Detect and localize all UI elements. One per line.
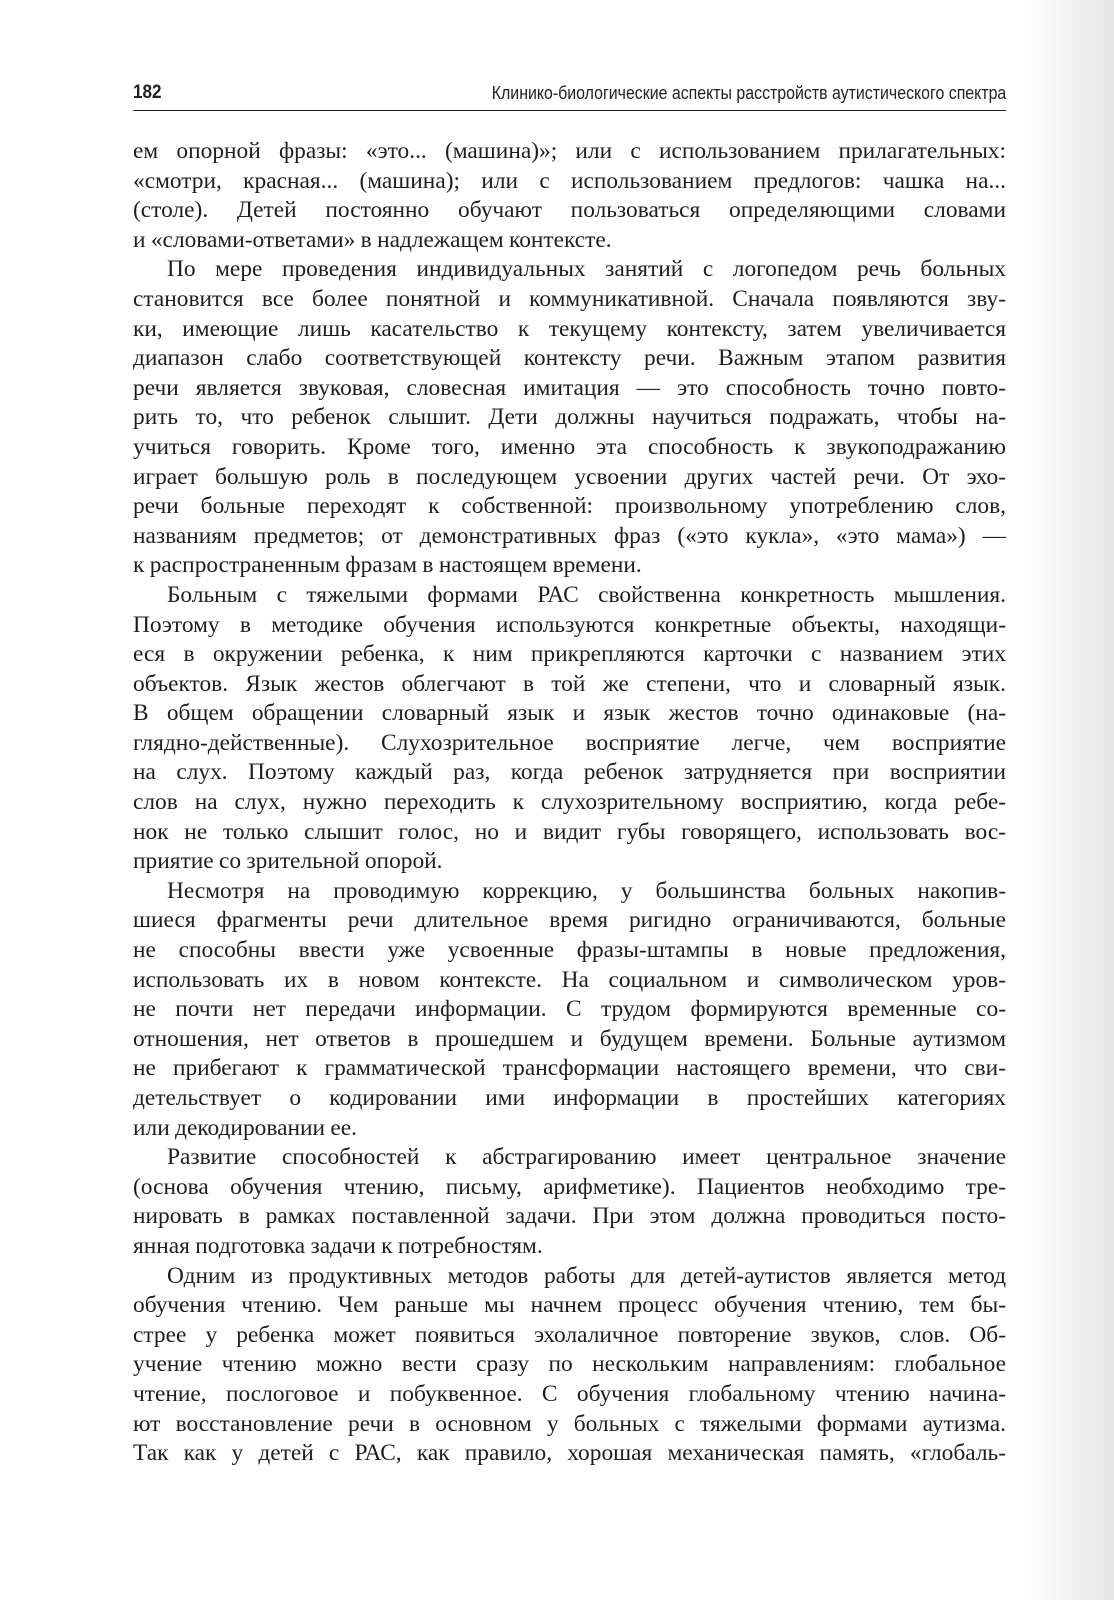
text-line: играет большую роль в последующем усвоении других частей речи. От эхо-	[133, 463, 1006, 490]
text-line: слов на слух, нужно переходить к слухозрительному восприятию, когда ребе-	[133, 789, 1006, 816]
page-header	[133, 82, 1006, 111]
text-line: В общем обращении словарный язык и язык жестов точно одинаковые (на-	[133, 700, 1006, 727]
text-line: приятие со зрительной опорой.	[133, 848, 443, 875]
text-line: к распространенным фразам в настоящем времени.	[133, 552, 642, 579]
text-line: названиям предметов; от демонстративных фраз («это кукла», «это мама») —	[133, 522, 1006, 549]
paragraph	[133, 877, 1006, 1143]
text-line: учение чтению можно вести сразу по нескольким направлениям: глобальное	[133, 1351, 1006, 1378]
text-line: стрее у ребенка может появиться эхолаличное повторение звуков, слов. Об-	[133, 1321, 1006, 1348]
text-line: еся в окружении ребенка, к ним прикрепляются карточки с названием этих	[133, 641, 1006, 668]
text-line: ки, имеющие лишь касательство к текущему контексту, затем увеличивается	[133, 315, 1006, 342]
text-line: Несмотря на проводимую коррекцию, у большинства больных накопив-	[167, 877, 1006, 904]
paragraph	[133, 137, 1006, 255]
text-line: или декодировании ее.	[133, 1114, 357, 1141]
text-line: использовать их в новом контексте. На социальном и символическом уров-	[133, 966, 1006, 993]
text-line: нок не только слышит голос, но и видит губы говорящего, использовать вос-	[133, 818, 1006, 845]
text-line: и «словами-ответами» в надлежащем контексте.	[133, 226, 612, 253]
text-line: объектов. Язык жестов облегчают в той же степени, что и словарный язык.	[133, 670, 1006, 697]
text-line: не способны ввести уже усвоенные фразы-штампы в новые предложения,	[133, 937, 1006, 964]
text-line: диапазон слабо соответствующей контексту речи. Важным этапом развития	[133, 345, 1006, 372]
text-line: янная подготовка задачи к потребностям.	[133, 1232, 543, 1259]
text-line: Так как у детей с РАС, как правило, хорошая механическая память, «глобаль-	[133, 1440, 1006, 1467]
text-line: речи больные переходят к собственной: произвольному употреблению слов,	[133, 493, 1006, 520]
text-line: не почти нет передачи информации. С трудом формируются временные со-	[133, 996, 1006, 1023]
text-line: Одним из продуктивных методов работы для детей-аутистов является метод	[167, 1262, 1006, 1289]
text-line: чтение, послоговое и побуквенное. С обучения глобальному чтению начина-	[133, 1380, 1006, 1407]
text-line: ют восстановление речи в основном у больных с тяжелыми формами аутизма.	[133, 1410, 1006, 1437]
text-line: Развитие способностей к абстрагированию имеет центральное значение	[167, 1144, 1006, 1171]
text-line: на слух. Поэтому каждый раз, когда ребенок затрудняется при восприятии	[133, 759, 1006, 786]
text-line: ем опорной фразы: «это... (машина)»; или с использованием прилагательных:	[133, 138, 1006, 164]
text-line: обучения чтению. Чем раньше мы начнем процесс обучения чтению, тем бы-	[133, 1292, 1006, 1319]
text-line: (столе). Детей постоянно обучают пользоваться определяющими словами	[133, 197, 1006, 224]
paragraph	[133, 255, 1006, 581]
text-line: отношения, нет ответов в прошедшем и будущем времени. Больные аутизмом	[133, 1025, 1006, 1052]
text-line: глядно-действенные). Слухозрительное восприятие легче, чем восприятие	[133, 729, 1006, 756]
text-line: Больным с тяжелыми формами РАС свойственна конкретность мышления.	[167, 581, 1006, 608]
text-line: становится все более понятной и коммуникативной. Сначала появляются зву-	[133, 285, 1006, 312]
text-line: (основа обучения чтению, письму, арифметике). Пациентов необходимо тре-	[133, 1173, 1006, 1200]
text-line: Поэтому в методике обучения используются конкретные объекты, находящи-	[133, 611, 1006, 638]
page-number: 182	[133, 82, 162, 103]
body-text	[133, 137, 1006, 1469]
paragraph	[133, 1262, 1006, 1469]
text-line: рить то, что ребенок слышит. Дети должны научиться подражать, чтобы на-	[133, 404, 1006, 431]
text-line: детельствует о кодировании ими информации в простейших категориях	[133, 1085, 1006, 1111]
text-line: учиться говорить. Кроме того, именно эта способность к звукоподражанию	[133, 433, 1006, 460]
running-title: Клинико-биологические аспекты расстройств аутистического спектра	[491, 82, 1006, 103]
text-line: не прибегают к грамматической трансформации настоящего времени, что сви-	[133, 1055, 1006, 1082]
text-line: По мере проведения индивидуальных занятий с логопедом речь больных	[167, 256, 1006, 283]
paragraph	[133, 1143, 1006, 1261]
paragraph	[133, 581, 1006, 877]
text-line: нировать в рамках поставленной задачи. При этом должна проводиться посто-	[133, 1203, 1006, 1230]
text-line: речи является звуковая, словесная имитация — это способность точно повто-	[133, 374, 1006, 401]
text-line: шиеся фрагменты речи длительное время ригидно ограничиваются, больные	[133, 907, 1006, 934]
text-line: «смотри, красная... (машина); или с использованием предлогов: чашка на...	[133, 167, 1006, 194]
